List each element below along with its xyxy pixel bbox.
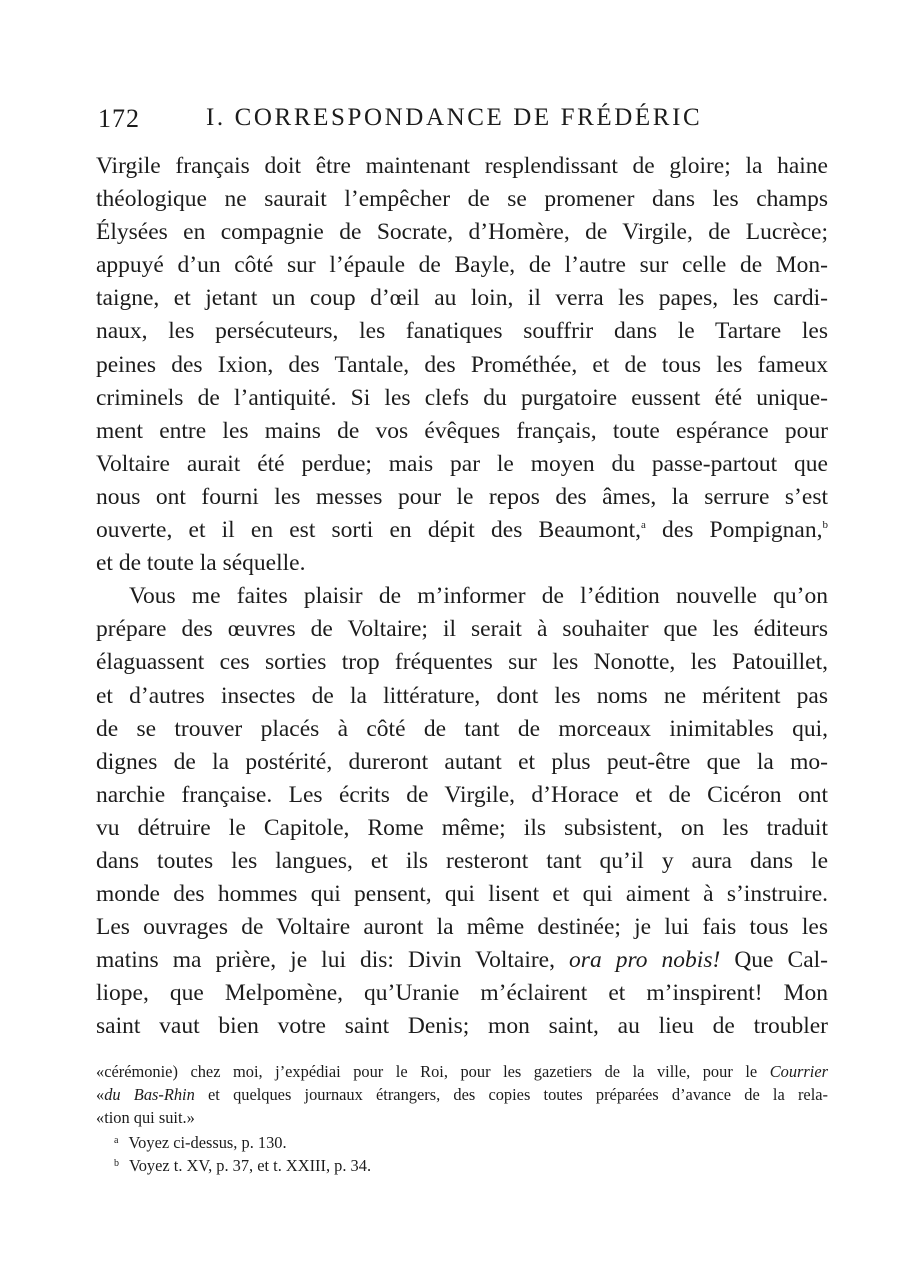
footnote-line — [96, 1060, 828, 1083]
text-line: monde des hommes qui pensent, qui lisent et qui aiment à s’instruire. — [96, 881, 828, 908]
text-line: prépare des œuvres de Voltaire; il serait à souhaiter que les éditeurs — [96, 616, 828, 643]
text-line: théologique ne saurait l’empêcher de se promener dans les champs — [96, 186, 828, 213]
footnote-text: Voyez ci-dessus, p. 130. — [128, 1133, 287, 1152]
footnote-ref-b: b — [822, 519, 828, 532]
text-line: criminels de l’antiquité. Si les clefs du purgatoire eussent été unique- — [96, 384, 828, 411]
footnote-a — [96, 1129, 828, 1152]
text-line: liope, que Melpomène, qu’Uranie m’éclairent et m’inspirent! Mon — [96, 980, 828, 1007]
text-line: peines des Ixion, des Tantale, des Prométhée, et de tous les fameux — [96, 351, 828, 378]
text-line — [96, 944, 828, 977]
text-line: Vous me faites plaisir de m’informer de l’édition nouvelle qu’on — [129, 583, 828, 610]
text-segment: des Pompignan, — [645, 517, 823, 544]
text-line: Voltaire aurait été perdue; mais par le moyen du passe-partout que — [96, 450, 828, 477]
text-segment: Que Cal- — [720, 947, 828, 974]
text-segment: matins ma prière, je lui dis: Divin Voltaire, — [96, 947, 555, 974]
latin-phrase: ora pro nobis! — [569, 947, 721, 974]
text-line: et de toute la séquelle. — [96, 550, 306, 577]
footnote-b — [96, 1152, 828, 1175]
text-line: narchie française. Les écrits de Virgile, d’Horace et de Cicéron ont — [96, 781, 828, 808]
footnote-line — [96, 1083, 828, 1106]
text-line: de se trouver placés à côté de tant de morceaux inimitables qui, — [96, 715, 828, 742]
text-line: Les ouvrages de Voltaire auront la même destinée; je lui fais tous les — [96, 914, 828, 941]
text-line: saint vaut bien votre saint Denis; mon saint, au lieu de troubler — [96, 1013, 828, 1040]
text-line: appuyé d’un côté sur l’épaule de Bayle, de l’autre sur celle de Mon- — [96, 252, 828, 279]
text-line: nous ont fourni les messes pour le repos des âmes, la serrure s’est — [96, 483, 828, 510]
text-line: taigne, et jetant un coup d’œil au loin, il verra les papes, les cardi- — [96, 285, 828, 312]
running-title: I. CORRESPONDANCE DE FRÉDÉRIC — [206, 104, 703, 131]
text-line: dans toutes les langues, et ils resteront tant qu’il y aura dans le — [96, 847, 828, 874]
footnote-mark: a — [114, 1135, 119, 1146]
text-segment: et quelques journaux étrangers, des copies toutes préparées d’avance de la rela- — [194, 1085, 828, 1104]
footnote-text: Voyez t. XV, p. 37, et t. XXIII, p. 34. — [129, 1156, 372, 1175]
text-segment: «cérémonie) chez moi, j’expédiai pour le Roi, pour les gazetiers de la ville, pour le — [96, 1062, 758, 1081]
text-line: élaguassent ces sorties trop fréquentes sur les Nonotte, les Patouillet, — [96, 649, 828, 676]
periodical-title: Courrier — [769, 1062, 828, 1081]
page-header — [98, 104, 820, 138]
text-line: ment entre les mains de vos évêques français, toute espérance pour — [96, 417, 828, 444]
text-line: Virgile français doit être maintenant resplendissant de gloire; la haine — [96, 153, 828, 179]
text-line: naux, les persécuteurs, les fanatiques souffrir dans le Tartare les — [96, 318, 828, 345]
text-segment: ouverte, et il en est sorti en dépit des Beaumont, — [96, 517, 641, 544]
periodical-title: du Bas-Rhin — [104, 1085, 195, 1104]
text-line: dignes de la postérité, dureront autant et plus peut-être que la mo- — [96, 748, 828, 775]
footnote-line: «tion qui suit.» — [96, 1108, 195, 1127]
body-text — [96, 150, 828, 1044]
text-line: Élysées en compagnie de Socrate, d’Homère, de Virgile, de Lucrèce; — [96, 219, 828, 246]
footnote-mark: b — [114, 1158, 119, 1169]
text-line: vu détruire le Capitole, Rome même; ils subsistent, on les traduit — [96, 814, 828, 841]
text-segment: « — [96, 1085, 105, 1104]
footnotes — [96, 1060, 828, 1175]
text-line: et d’autres insectes de la littérature, dont les noms ne méritent pas — [96, 682, 828, 709]
footnote-ref-a: a — [640, 519, 646, 532]
text-line — [96, 514, 828, 547]
page-number: 172 — [98, 104, 140, 133]
